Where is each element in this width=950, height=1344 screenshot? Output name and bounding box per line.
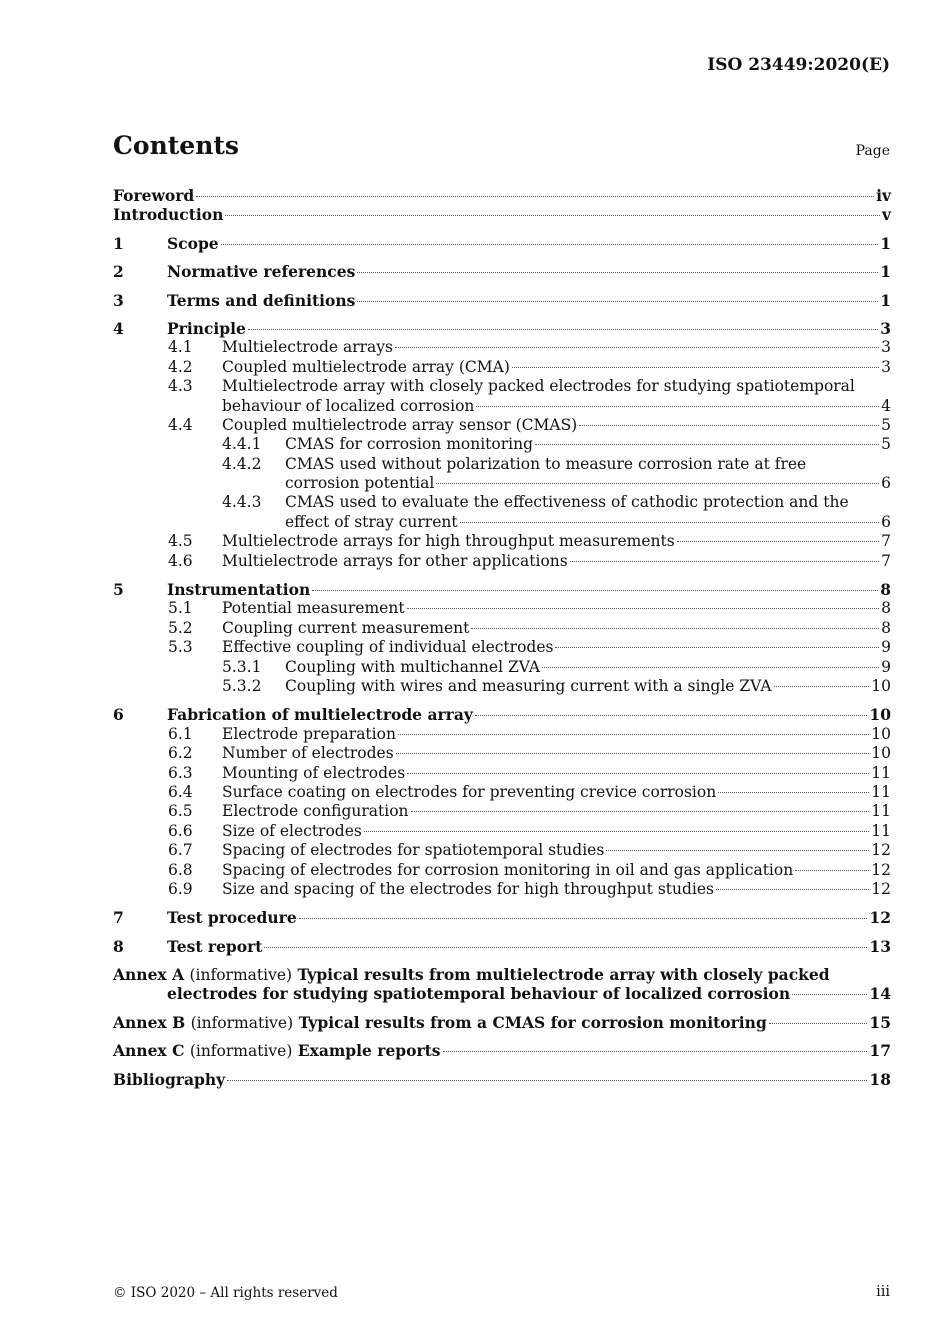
toc-row[interactable] (113, 580, 891, 599)
toc-title: Number of electrodes (222, 744, 394, 763)
toc-row[interactable] (113, 937, 891, 956)
toc-entry (222, 802, 891, 821)
toc-number: 6.2 (168, 744, 193, 763)
toc-page-number: 3 (880, 318, 891, 338)
toc-row[interactable] (113, 861, 891, 880)
toc-row[interactable] (113, 783, 891, 802)
toc-page-number: 10 (871, 676, 891, 695)
toc-entry (222, 841, 891, 860)
toc-page-number: 12 (871, 841, 891, 860)
toc-row[interactable] (113, 358, 891, 377)
toc-page-number: iv (876, 186, 891, 205)
toc-row[interactable] (113, 984, 891, 1003)
toc-entry (167, 291, 891, 310)
toc-page-number: 12 (871, 879, 891, 898)
toc-page-number: 7 (881, 551, 891, 570)
toc-page-number: 17 (869, 1041, 891, 1061)
toc-number: 4.5 (168, 532, 193, 551)
toc-number: 4.4.3 (222, 493, 262, 512)
toc-title: Coupling current measurement (222, 618, 470, 637)
toc-page-number: 1 (880, 262, 891, 282)
toc-number: 7 (113, 908, 124, 928)
toc-number: 6.5 (168, 802, 193, 821)
toc-number: 4.4.1 (222, 435, 262, 454)
toc-number: 4.4 (168, 415, 193, 434)
toc-title: CMAS used without polarization to measure corrosion rate at free (285, 454, 807, 473)
toc-entry (222, 552, 891, 571)
toc-page-number: 12 (871, 860, 891, 879)
toc-title: Electrode preparation (222, 724, 396, 743)
toc-row[interactable] (113, 599, 891, 618)
toc-title: Size of electrodes (222, 821, 362, 840)
toc-number: 2 (113, 262, 124, 282)
toc-title: Scope (167, 233, 219, 253)
toc-entry (222, 764, 891, 783)
toc-row[interactable] (113, 234, 891, 253)
toc-page-number: 9 (881, 657, 891, 676)
toc-row[interactable] (113, 338, 891, 357)
toc-entry (167, 262, 891, 281)
toc-entry (222, 880, 891, 899)
toc-row[interactable] (113, 908, 891, 927)
toc-entry (222, 377, 891, 396)
dot-leader (227, 1080, 867, 1081)
toc-page-number: 14 (869, 984, 891, 1004)
dot-leader (512, 367, 879, 368)
toc-row[interactable] (113, 397, 891, 416)
toc-title: effect of stray current (285, 512, 458, 531)
toc-entry (222, 822, 891, 841)
dot-leader (774, 686, 870, 687)
toc-number: 5.1 (168, 599, 193, 618)
toc-row[interactable] (113, 435, 891, 454)
toc-entry (285, 513, 891, 532)
toc-row[interactable] (113, 965, 891, 984)
dot-leader (411, 811, 870, 812)
toc-entry (167, 234, 891, 253)
toc-page-number: 8 (880, 580, 891, 600)
dot-leader (579, 425, 879, 426)
toc-title: Principle (167, 318, 246, 338)
toc-row[interactable] (113, 725, 891, 744)
toc-page-number: 10 (871, 744, 891, 763)
toc-row[interactable] (113, 764, 891, 783)
dot-leader (395, 347, 879, 348)
dot-leader (248, 329, 878, 330)
dot-leader (792, 994, 867, 995)
dot-leader (716, 889, 869, 890)
toc-number: 4 (113, 318, 124, 338)
toc-title: Mounting of electrodes (222, 763, 406, 782)
dot-leader (570, 561, 879, 562)
toc-row[interactable] (113, 262, 891, 281)
toc-entry (285, 658, 891, 677)
toc-entry (222, 725, 891, 744)
dot-leader (396, 753, 870, 754)
dot-leader (357, 272, 878, 273)
toc-title: Potential measurement (222, 599, 405, 618)
dot-leader (264, 947, 867, 948)
toc-page-number: 11 (871, 763, 891, 782)
toc-title: Coupled multielectrode array sensor (CMAS) (222, 415, 578, 434)
toc-row[interactable] (113, 186, 891, 205)
dot-leader (471, 628, 879, 629)
toc-entry (113, 1070, 891, 1089)
copyright-notice: © ISO 2020 – All rights reserved (113, 1285, 338, 1301)
toc-row[interactable] (113, 880, 891, 899)
toc-row[interactable] (113, 493, 891, 512)
toc-entry (167, 937, 891, 956)
toc-page-number: 4 (881, 396, 891, 415)
annex-label: Annex A (113, 965, 185, 985)
toc-number: 4.6 (168, 551, 193, 570)
toc-page-number: 3 (881, 338, 891, 357)
toc-title: Coupled multielectrode array (CMA) (222, 357, 510, 376)
dot-leader (407, 773, 869, 774)
dot-leader (357, 301, 878, 302)
toc-number: 6.4 (168, 782, 193, 801)
toc-entry (113, 186, 891, 205)
toc-page-number: 8 (881, 618, 891, 637)
toc-page-number: 6 (881, 474, 891, 493)
toc-page-number: 13 (869, 936, 891, 956)
toc-number: 6.3 (168, 763, 193, 782)
toc-page-number: 5 (881, 435, 891, 454)
page-number: iii (876, 1284, 890, 1300)
toc-row[interactable] (113, 619, 891, 638)
toc-row[interactable] (113, 291, 891, 310)
toc-entry (113, 1013, 891, 1033)
toc-title: Surface coating on electrodes for preventing crevice corrosion (222, 782, 717, 801)
toc-page-number: 10 (871, 724, 891, 743)
toc-title: Typical results from a CMAS for corrosion monitoring (298, 1012, 767, 1032)
dot-leader (312, 590, 878, 591)
toc-page-number: 6 (881, 512, 891, 531)
toc-entry (167, 705, 891, 724)
toc-title: Multielectrode arrays for other applications (222, 551, 568, 570)
dot-leader (677, 541, 879, 542)
annex-note: (informative) (189, 1042, 293, 1061)
toc-row[interactable] (113, 705, 891, 724)
toc-entry (222, 744, 891, 763)
toc-row[interactable] (113, 532, 891, 551)
toc-entry (222, 783, 891, 802)
toc-title: electrodes for studying spatiotemporal behaviour of localized corrosion (167, 984, 791, 1004)
toc-row[interactable] (113, 677, 891, 696)
toc-entry (222, 397, 891, 416)
toc-title: Test report (167, 936, 263, 956)
toc-page-number: 11 (871, 821, 891, 840)
dot-leader (221, 244, 879, 245)
toc-row[interactable] (113, 205, 891, 224)
toc-row[interactable] (113, 744, 891, 763)
dot-leader (364, 831, 869, 832)
dot-leader (196, 196, 874, 197)
toc-row[interactable] (113, 455, 891, 474)
toc-title: Electrode configuration (222, 802, 409, 821)
dot-leader (718, 792, 869, 793)
toc-entry (222, 338, 891, 357)
toc-entry (113, 205, 891, 224)
toc-title: behaviour of localized corrosion (222, 396, 475, 415)
toc-row[interactable] (113, 822, 891, 841)
dot-leader (542, 667, 879, 668)
toc-entry (222, 532, 891, 551)
toc-title: Spacing of electrodes for spatiotemporal studies (222, 841, 605, 860)
toc-number: 4.1 (168, 338, 193, 357)
toc-entry (222, 416, 891, 435)
toc-page-number: v (881, 205, 891, 225)
toc-entry (167, 319, 891, 338)
annex-label: Annex B (113, 1012, 186, 1032)
toc-title: CMAS for corrosion monitoring (285, 435, 533, 454)
toc-title: Multielectrode arrays (222, 338, 393, 357)
toc-number: 5.3 (168, 638, 193, 657)
toc-title: Multielectrode array with closely packed electrodes for studying spatiotemporal (222, 377, 855, 396)
toc-row[interactable] (113, 1041, 891, 1060)
toc-title: Foreword (113, 186, 195, 205)
dot-leader (476, 406, 879, 407)
toc-row[interactable] (113, 802, 891, 821)
toc-number: 4.2 (168, 357, 193, 376)
toc-entry (285, 474, 891, 493)
toc-page-number: 5 (881, 415, 891, 434)
toc-entry (113, 1041, 891, 1061)
toc-title: Spacing of electrodes for corrosion monitoring in oil and gas application (222, 860, 794, 879)
toc-page-number: 18 (869, 1069, 891, 1089)
toc-entry (222, 599, 891, 618)
toc-title: Bibliography (113, 1069, 226, 1089)
toc-entry (113, 965, 891, 985)
dot-leader (407, 608, 880, 609)
toc-row[interactable] (113, 377, 891, 396)
toc-entry (285, 435, 891, 454)
page-title: Contents (113, 131, 240, 160)
toc-number: 6 (113, 705, 124, 725)
toc-number: 5.3.2 (222, 676, 262, 695)
toc-row[interactable] (113, 658, 891, 677)
toc-number: 1 (113, 233, 124, 253)
toc-title: Normative references (167, 262, 356, 282)
toc-row[interactable] (113, 513, 891, 532)
toc-number: 6.6 (168, 821, 193, 840)
toc-number: 6.8 (168, 860, 193, 879)
toc-page-number: 1 (880, 290, 891, 310)
toc-number: 5 (113, 580, 124, 600)
toc-number: 5.2 (168, 618, 193, 637)
toc-row[interactable] (113, 1013, 891, 1032)
toc-entry (222, 358, 891, 377)
toc-row[interactable] (113, 841, 891, 860)
toc-entry (167, 908, 891, 927)
toc-number: 3 (113, 290, 124, 310)
toc-row[interactable] (113, 319, 891, 338)
toc-entry (285, 455, 891, 474)
toc-title: CMAS used to evaluate the effectiveness of cathodic protection and the (285, 493, 849, 512)
dot-leader (535, 444, 879, 445)
toc-title: Example reports (297, 1041, 441, 1061)
toc-entry (222, 638, 891, 657)
toc-row[interactable] (113, 638, 891, 657)
page-column-label: Page (855, 143, 890, 159)
dot-leader (398, 734, 869, 735)
toc-title: Coupling with multichannel ZVA (285, 657, 541, 676)
dot-leader (443, 1051, 868, 1052)
toc-title: Multielectrode arrays for high throughput measurements (222, 532, 675, 551)
toc-title: Typical results from multielectrode array with closely packed (297, 965, 830, 985)
toc-row[interactable] (113, 552, 891, 571)
dot-leader (436, 483, 879, 484)
toc-title: Introduction (113, 205, 224, 225)
toc-title: Size and spacing of the electrodes for high throughput studies (222, 879, 714, 898)
dot-leader (795, 870, 869, 871)
toc-number: 6.9 (168, 879, 193, 898)
document-id: ISO 23449:2020(E) (707, 55, 890, 75)
toc-number: 4.4.2 (222, 454, 262, 473)
toc-page-number: 7 (881, 532, 891, 551)
toc-page-number: 15 (869, 1012, 891, 1032)
dot-leader (460, 522, 880, 523)
dot-leader (769, 1023, 868, 1024)
toc-title: Effective coupling of individual electrodes (222, 638, 554, 657)
toc-page-number: 3 (881, 357, 891, 376)
table-of-contents (113, 186, 891, 1089)
toc-page-number: 11 (871, 782, 891, 801)
toc-title: Coupling with wires and measuring current with a single ZVA (285, 676, 772, 695)
toc-entry (222, 861, 891, 880)
toc-page-number: 1 (880, 233, 891, 253)
toc-title: Instrumentation (167, 580, 311, 600)
annex-note: (informative) (190, 1013, 294, 1032)
dot-leader (475, 715, 868, 716)
dot-leader (299, 918, 868, 919)
toc-number: 8 (113, 936, 124, 956)
dot-leader (606, 850, 869, 851)
toc-page-number: 12 (869, 908, 891, 928)
toc-title: Test procedure (167, 908, 297, 928)
toc-page-number: 8 (881, 599, 891, 618)
toc-entry (167, 984, 891, 1003)
toc-entry (285, 677, 891, 696)
toc-page-number: 9 (881, 638, 891, 657)
toc-row[interactable] (113, 1070, 891, 1089)
annex-label: Annex C (113, 1041, 185, 1061)
toc-title: Terms and definitions (167, 290, 356, 310)
toc-page-number: 10 (869, 705, 891, 725)
toc-number: 5.3.1 (222, 657, 262, 676)
toc-row[interactable] (113, 474, 891, 493)
toc-title: Fabrication of multielectrode array (167, 705, 473, 725)
toc-number: 6.1 (168, 724, 193, 743)
toc-entry (167, 580, 891, 599)
dot-leader (555, 647, 879, 648)
toc-row[interactable] (113, 416, 891, 435)
toc-title: corrosion potential (285, 474, 435, 493)
dot-leader (225, 215, 880, 216)
toc-page-number: 11 (871, 802, 891, 821)
annex-note: (informative) (189, 966, 293, 985)
toc-entry (222, 619, 891, 638)
toc-number: 4.3 (168, 377, 193, 396)
toc-entry (285, 493, 891, 512)
toc-number: 6.7 (168, 841, 193, 860)
